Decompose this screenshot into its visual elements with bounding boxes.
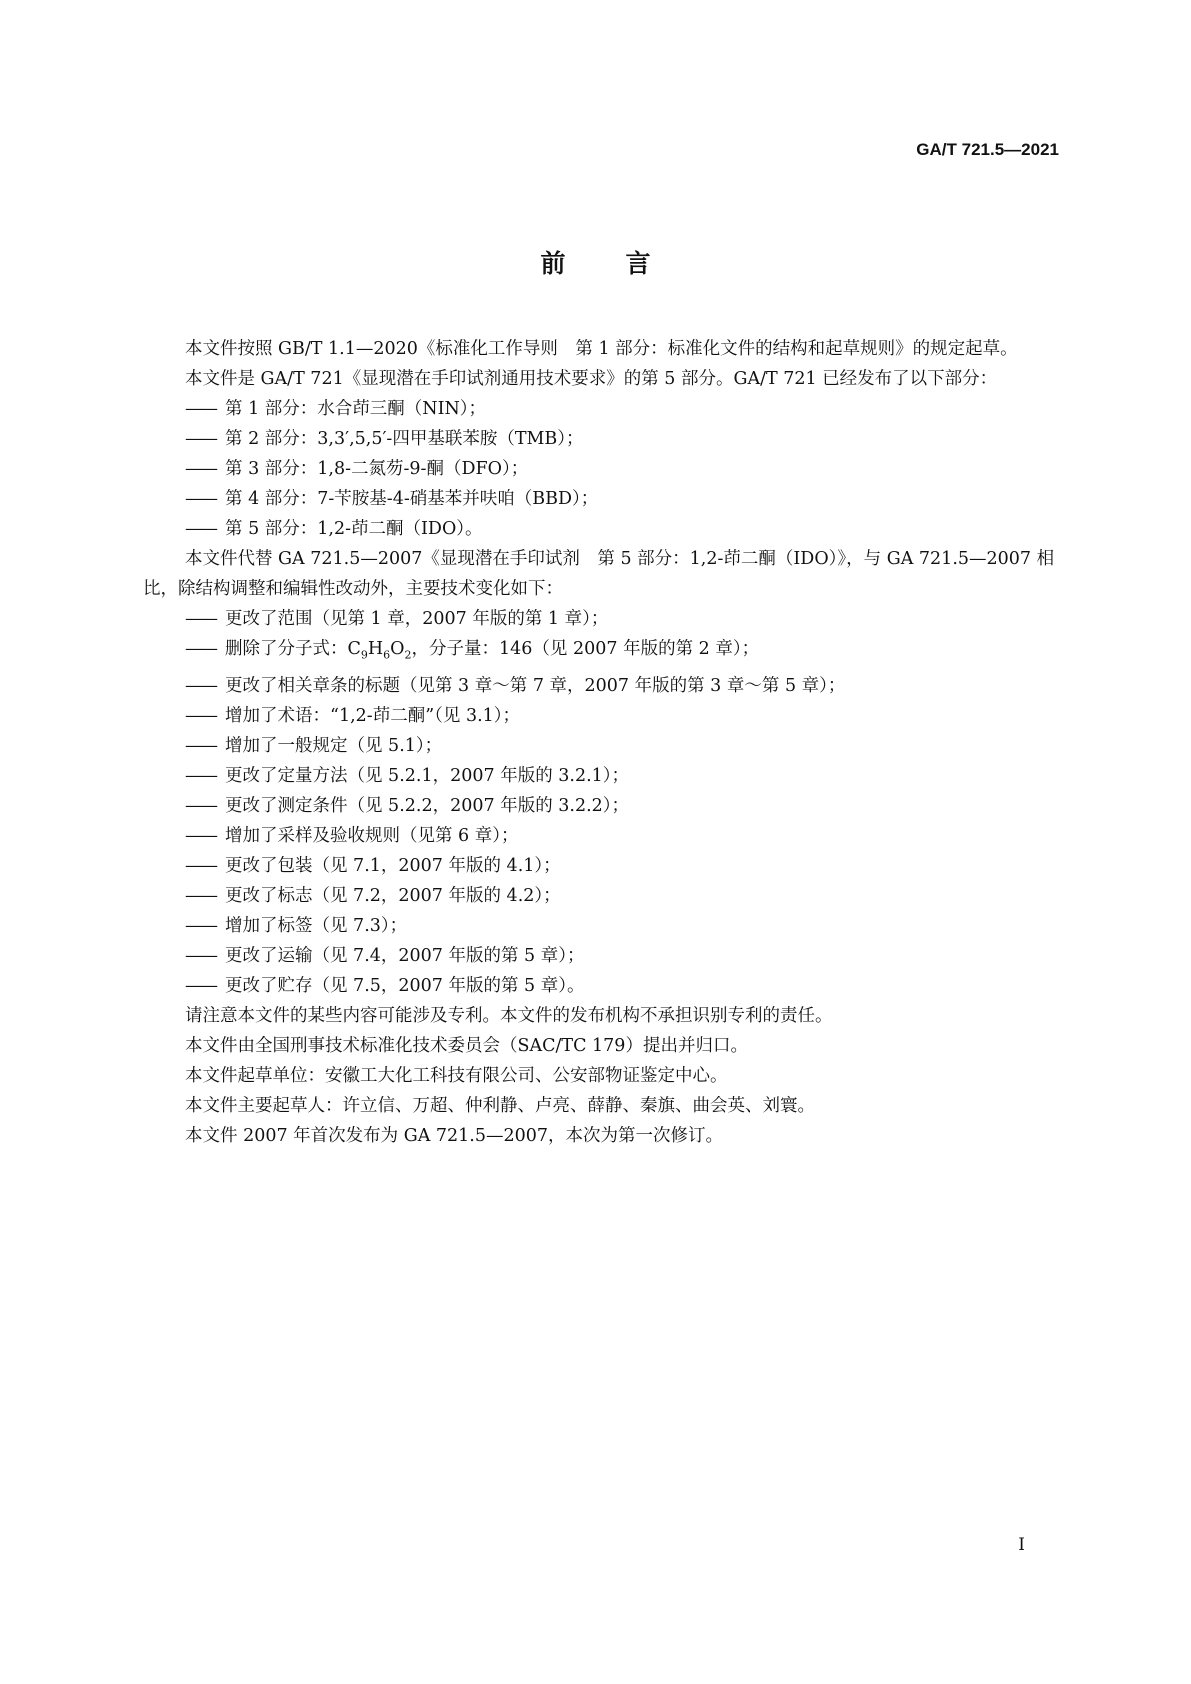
paragraph: 本文件由全国刑事技术标准化技术委员会（SAC/TC 179）提出并归口。 — [185, 1035, 748, 1056]
list-item: —— 增加了标签（见 7.3）； — [185, 915, 408, 936]
standard-number: GA/T 721.5—2021 — [916, 140, 1059, 159]
paragraph: 本文件主要起草人：许立信、万超、仲利静、卢亮、薛静、秦旗、曲会英、刘寰。 — [185, 1095, 815, 1116]
list-item: —— 第 4 部分：7-苄胺基-4-硝基苯并呋咱（BBD）； — [185, 489, 599, 509]
page-number: Ⅰ — [1018, 1535, 1025, 1555]
list-item: —— 第 5 部分：1,2-茚二酮（IDO）。 — [185, 519, 483, 539]
paragraph: 本文件 2007 年首次发布为 GA 721.5—2007，本次为第一次修订。 — [185, 1125, 724, 1146]
paragraph: 本文件起草单位：安徽工大化工科技有限公司、公安部物证鉴定中心。 — [185, 1065, 728, 1086]
list-item: —— 更改了相关章条的标题（见第 3 章～第 7 章，2007 年版的第 3 章～第 5 章）； — [185, 675, 846, 696]
list-item: —— 更改了标志（见 7.2，2007 年版的 4.2）； — [185, 885, 561, 906]
list-item: —— 增加了术语：“1,2-茚二酮”（见 3.1）； — [185, 705, 521, 726]
list-item: —— 增加了一般规定（见 5.1）； — [185, 735, 443, 756]
list-item: —— 第 1 部分：水合茚三酮（NIN）； — [185, 399, 487, 419]
foreword-body — [143, 334, 1058, 1151]
list-item: —— 增加了采样及验收规则（见第 6 章）； — [185, 825, 519, 846]
list-item: —— 第 3 部分：1,8-二氮芴-9-酮（DFO）； — [185, 459, 529, 479]
paragraph: 请注意本文件的某些内容可能涉及专利。本文件的发布机构不承担识别专利的责任。 — [185, 1005, 833, 1026]
page-title: 前言 — [540, 249, 711, 278]
list-item: —— 更改了贮存（见 7.5，2007 年版的第 5 章）。 — [185, 975, 585, 996]
paragraph: 本文件按照 GB/T 1.1—2020《标准化工作导则 第 1 部分：标准化文件的结构和起草规则》的规定起草。 — [185, 339, 1018, 359]
list-item: —— 更改了包装（见 7.1，2007 年版的 4.1）； — [185, 855, 561, 876]
list-item: —— 更改了运输（见 7.4，2007 年版的第 5 章）； — [185, 945, 585, 966]
list-item: —— 删除了分子式：$C_9H_6O_2$，分子量：146（见 2007 年版的第 2 章）； — [185, 639, 760, 662]
list-item: —— 更改了测定条件（见 5.2.2，2007 年版的 3.2.2）； — [185, 795, 630, 816]
list-item: —— 更改了定量方法（见 5.2.1，2007 年版的 3.2.1）； — [185, 765, 630, 786]
paragraph: 本文件代替 GA 721.5—2007《显现潜在手印试剂 第 5 部分：1,2-茚二酮（IDO）》，与 GA 721.5—2007 相比，除结构调整和编辑性改动外，主要技术变化如下： — [143, 549, 1055, 599]
list-item: —— 更改了范围（见第 1 章，2007 年版的第 1 章）； — [185, 609, 609, 629]
list-item: —— 第 2 部分：3,3′,5,5′-四甲基联苯胺（TMB）； — [185, 429, 584, 449]
paragraph: 本文件是 GA/T 721《显现潜在手印试剂通用技术要求》的第 5 部分。GA/T 721 已经发布了以下部分： — [185, 369, 998, 389]
